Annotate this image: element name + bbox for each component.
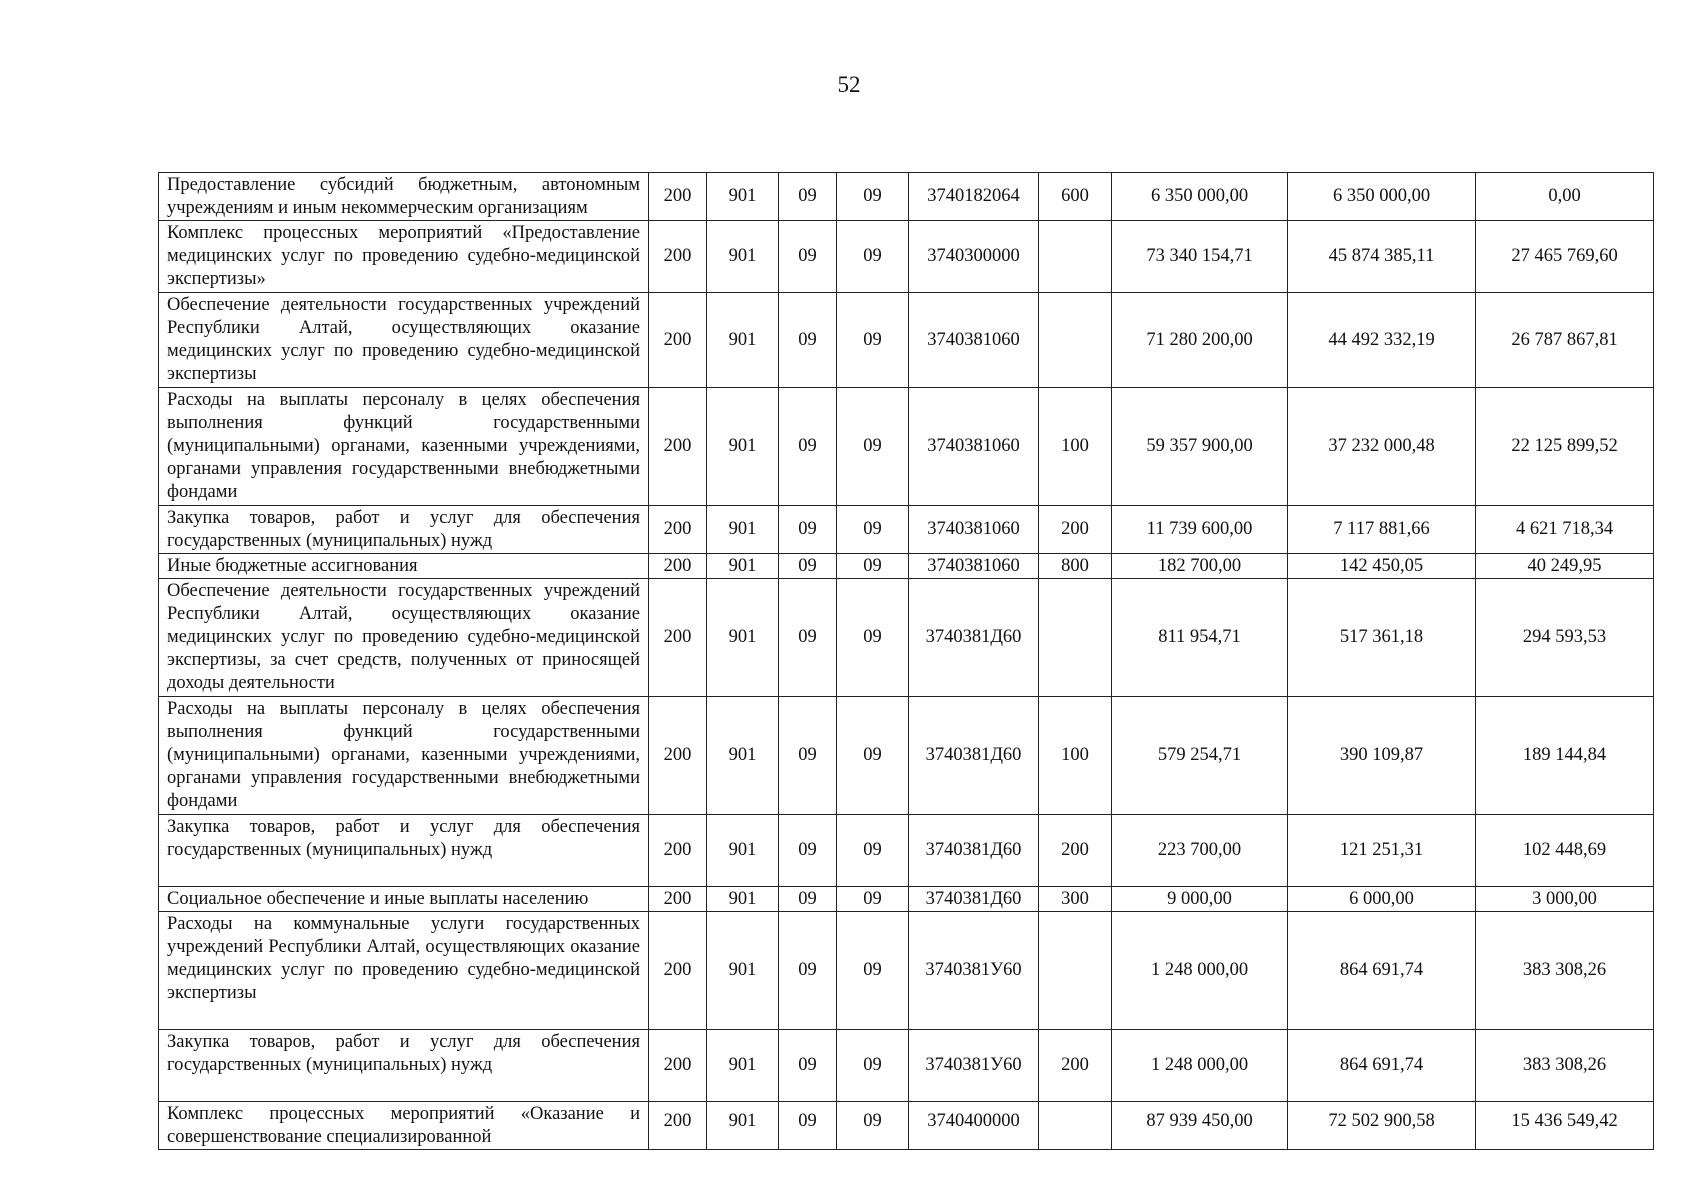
amount-executed: 142 450,05 xyxy=(1288,554,1476,579)
code-expense-type: 600 xyxy=(1039,173,1112,221)
code-subsection: 09 xyxy=(837,506,909,554)
table-row xyxy=(159,221,1654,293)
row-name: Расходы на выплаты персоналу в целях обеспечения выполнения функций государственными (муниципальными) органами, казенными учреждениями, органами управления государственными внебюджетными фондами xyxy=(159,388,649,506)
code-expense-type: 200 xyxy=(1039,1030,1112,1102)
code-chapter: 901 xyxy=(707,221,779,293)
code-expense-type xyxy=(1039,912,1112,1030)
code-section: 09 xyxy=(779,554,837,579)
code-expense-type: 200 xyxy=(1039,506,1112,554)
code-admin: 200 xyxy=(649,815,707,887)
amount-remaining: 3 000,00 xyxy=(1476,887,1654,912)
table-row xyxy=(159,912,1654,1030)
code-chapter: 901 xyxy=(707,815,779,887)
code-expense-type xyxy=(1039,579,1112,697)
code-chapter: 901 xyxy=(707,506,779,554)
amount-executed: 864 691,74 xyxy=(1288,1030,1476,1102)
code-section: 09 xyxy=(779,579,837,697)
row-name: Предоставление субсидий бюджетным, автономным учреждениям и иным некоммерческим организациям xyxy=(159,173,649,221)
table-row xyxy=(159,697,1654,815)
code-chapter: 901 xyxy=(707,293,779,388)
code-admin: 200 xyxy=(649,579,707,697)
code-subsection: 09 xyxy=(837,221,909,293)
row-name: Закупка товаров, работ и услуг для обеспечения государственных (муниципальных) нужд xyxy=(159,1030,649,1102)
table-row xyxy=(159,506,1654,554)
code-target-article: 3740381У60 xyxy=(909,912,1039,1030)
row-name: Обеспечение деятельности государственных учреждений Республики Алтай, осуществляющих оказание медицинских услуг по проведению судебно-медицинской экспертизы, за счет средств, полученных от приносящей доходы деятельности xyxy=(159,579,649,697)
table-row xyxy=(159,887,1654,912)
row-name: Расходы на коммунальные услуги государственных учреждений Республики Алтай, осуществляющих оказание медицинских услуг по проведению судебно-медицинской экспертизы xyxy=(159,912,649,1030)
row-name: Комплекс процессных мероприятий «Предоставление медицинских услуг по проведению судебно-медицинской экспертизы» xyxy=(159,221,649,293)
code-subsection: 09 xyxy=(837,697,909,815)
row-name: Закупка товаров, работ и услуг для обеспечения государственных (муниципальных) нужд xyxy=(159,506,649,554)
code-expense-type: 800 xyxy=(1039,554,1112,579)
table-row xyxy=(159,1030,1654,1102)
amount-planned: 579 254,71 xyxy=(1112,697,1288,815)
code-subsection: 09 xyxy=(837,912,909,1030)
code-subsection: 09 xyxy=(837,554,909,579)
row-name: Иные бюджетные ассигнования xyxy=(159,554,649,579)
row-name: Расходы на выплаты персоналу в целях обеспечения выполнения функций государственными (муниципальными) органами, казенными учреждениями, органами управления государственными внебюджетными фондами xyxy=(159,697,649,815)
code-section: 09 xyxy=(779,912,837,1030)
code-admin: 200 xyxy=(649,388,707,506)
code-admin: 200 xyxy=(649,293,707,388)
amount-planned: 1 248 000,00 xyxy=(1112,1030,1288,1102)
amount-executed: 6 350 000,00 xyxy=(1288,173,1476,221)
row-name: Социальное обеспечение и иные выплаты населению xyxy=(159,887,649,912)
code-chapter: 901 xyxy=(707,1030,779,1102)
code-admin: 200 xyxy=(649,221,707,293)
table-row xyxy=(159,388,1654,506)
amount-remaining: 22 125 899,52 xyxy=(1476,388,1654,506)
code-subsection: 09 xyxy=(837,388,909,506)
amount-executed: 44 492 332,19 xyxy=(1288,293,1476,388)
table-row xyxy=(159,579,1654,697)
code-section: 09 xyxy=(779,815,837,887)
code-chapter: 901 xyxy=(707,697,779,815)
code-chapter: 901 xyxy=(707,579,779,697)
code-target-article: 3740381Д60 xyxy=(909,697,1039,815)
budget-table xyxy=(158,172,1654,1150)
code-section: 09 xyxy=(779,221,837,293)
code-admin: 200 xyxy=(649,554,707,579)
amount-planned: 182 700,00 xyxy=(1112,554,1288,579)
amount-remaining: 383 308,26 xyxy=(1476,912,1654,1030)
amount-executed: 390 109,87 xyxy=(1288,697,1476,815)
code-target-article: 3740381Д60 xyxy=(909,887,1039,912)
code-admin: 200 xyxy=(649,697,707,815)
amount-planned: 223 700,00 xyxy=(1112,815,1288,887)
amount-planned: 811 954,71 xyxy=(1112,579,1288,697)
row-name: Закупка товаров, работ и услуг для обеспечения государственных (муниципальных) нужд xyxy=(159,815,649,887)
amount-remaining: 102 448,69 xyxy=(1476,815,1654,887)
row-name: Комплекс процессных мероприятий «Оказание и совершенствование специализированной xyxy=(159,1102,649,1150)
code-expense-type: 200 xyxy=(1039,815,1112,887)
amount-planned: 71 280 200,00 xyxy=(1112,293,1288,388)
code-chapter: 901 xyxy=(707,173,779,221)
amount-remaining: 15 436 549,42 xyxy=(1476,1102,1654,1150)
amount-planned: 73 340 154,71 xyxy=(1112,221,1288,293)
amount-executed: 121 251,31 xyxy=(1288,815,1476,887)
code-target-article: 3740381Д60 xyxy=(909,815,1039,887)
amount-remaining: 4 621 718,34 xyxy=(1476,506,1654,554)
code-chapter: 901 xyxy=(707,887,779,912)
amount-planned: 59 357 900,00 xyxy=(1112,388,1288,506)
code-target-article: 3740381У60 xyxy=(909,1030,1039,1102)
amount-executed: 37 232 000,48 xyxy=(1288,388,1476,506)
code-target-article: 3740381060 xyxy=(909,554,1039,579)
code-section: 09 xyxy=(779,1030,837,1102)
code-target-article: 3740381060 xyxy=(909,388,1039,506)
code-chapter: 901 xyxy=(707,912,779,1030)
code-section: 09 xyxy=(779,388,837,506)
code-expense-type xyxy=(1039,293,1112,388)
amount-executed: 45 874 385,11 xyxy=(1288,221,1476,293)
code-chapter: 901 xyxy=(707,554,779,579)
code-subsection: 09 xyxy=(837,579,909,697)
code-admin: 200 xyxy=(649,912,707,1030)
amount-executed: 864 691,74 xyxy=(1288,912,1476,1030)
amount-executed: 72 502 900,58 xyxy=(1288,1102,1476,1150)
code-expense-type xyxy=(1039,221,1112,293)
amount-planned: 1 248 000,00 xyxy=(1112,912,1288,1030)
code-section: 09 xyxy=(779,173,837,221)
code-target-article: 3740400000 xyxy=(909,1102,1039,1150)
code-subsection: 09 xyxy=(837,815,909,887)
amount-executed: 6 000,00 xyxy=(1288,887,1476,912)
code-chapter: 901 xyxy=(707,1102,779,1150)
code-section: 09 xyxy=(779,506,837,554)
code-target-article: 3740300000 xyxy=(909,221,1039,293)
code-subsection: 09 xyxy=(837,1030,909,1102)
code-section: 09 xyxy=(779,293,837,388)
row-name: Обеспечение деятельности государственных учреждений Республики Алтай, осуществляющих оказание медицинских услуг по проведению судебно-медицинской экспертизы xyxy=(159,293,649,388)
amount-remaining: 26 787 867,81 xyxy=(1476,293,1654,388)
table-row xyxy=(159,815,1654,887)
code-section: 09 xyxy=(779,697,837,815)
code-target-article: 3740381060 xyxy=(909,506,1039,554)
amount-executed: 517 361,18 xyxy=(1288,579,1476,697)
amount-planned: 87 939 450,00 xyxy=(1112,1102,1288,1150)
amount-remaining: 27 465 769,60 xyxy=(1476,221,1654,293)
code-chapter: 901 xyxy=(707,388,779,506)
code-admin: 200 xyxy=(649,1102,707,1150)
amount-planned: 9 000,00 xyxy=(1112,887,1288,912)
code-admin: 200 xyxy=(649,506,707,554)
code-target-article: 3740381060 xyxy=(909,293,1039,388)
code-target-article: 3740381Д60 xyxy=(909,579,1039,697)
code-expense-type: 100 xyxy=(1039,697,1112,815)
code-section: 09 xyxy=(779,1102,837,1150)
code-subsection: 09 xyxy=(837,293,909,388)
code-expense-type: 100 xyxy=(1039,388,1112,506)
code-subsection: 09 xyxy=(837,1102,909,1150)
code-subsection: 09 xyxy=(837,173,909,221)
code-expense-type: 300 xyxy=(1039,887,1112,912)
amount-remaining: 294 593,53 xyxy=(1476,579,1654,697)
amount-planned: 11 739 600,00 xyxy=(1112,506,1288,554)
code-admin: 200 xyxy=(649,887,707,912)
amount-remaining: 383 308,26 xyxy=(1476,1030,1654,1102)
table-row xyxy=(159,1102,1654,1150)
amount-planned: 6 350 000,00 xyxy=(1112,173,1288,221)
amount-remaining: 0,00 xyxy=(1476,173,1654,221)
page-number: 52 xyxy=(837,72,861,97)
table-row xyxy=(159,554,1654,579)
amount-remaining: 40 249,95 xyxy=(1476,554,1654,579)
table-row xyxy=(159,173,1654,221)
amount-executed: 7 117 881,66 xyxy=(1288,506,1476,554)
code-expense-type xyxy=(1039,1102,1112,1150)
code-subsection: 09 xyxy=(837,887,909,912)
code-section: 09 xyxy=(779,887,837,912)
amount-remaining: 189 144,84 xyxy=(1476,697,1654,815)
code-target-article: 3740182064 xyxy=(909,173,1039,221)
code-admin: 200 xyxy=(649,1030,707,1102)
table-row xyxy=(159,293,1654,388)
code-admin: 200 xyxy=(649,173,707,221)
